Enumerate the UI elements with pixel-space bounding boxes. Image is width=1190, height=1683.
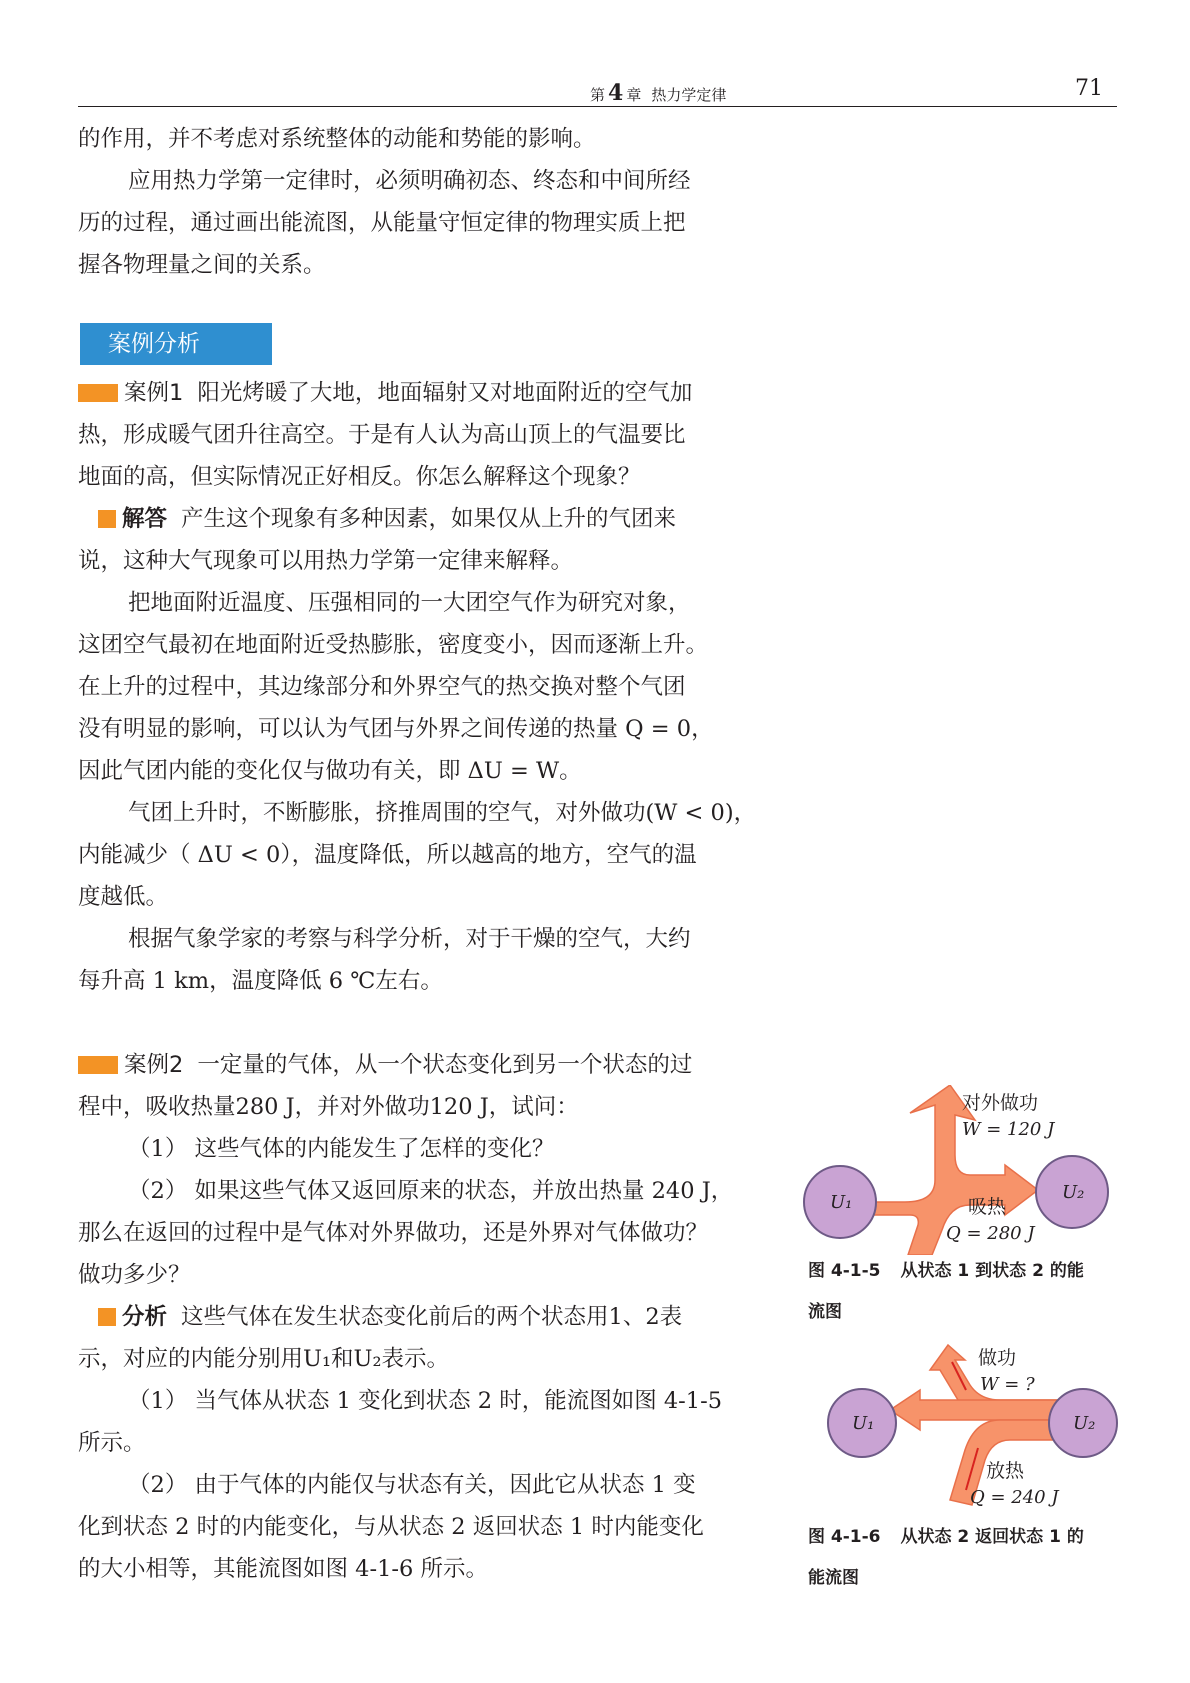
answer-line-11: 根据气象学家的考察与科学分析，对于干燥的空气，大约 <box>128 926 691 952</box>
answer-line-5: 在上升的过程中，其边缘部分和外界空气的热交换对整个气团 <box>78 674 686 700</box>
case1-line-3: 地面的高，但实际情况正好相反。你怎么解释这个现象？ <box>78 464 641 490</box>
case1-text: 阳光烤暖了大地，地面辐射又对地面附近的空气加 <box>197 380 693 406</box>
heat-value: Q = 280 J <box>946 1223 1035 1244</box>
case1-label: 案例1 <box>124 380 184 406</box>
work-label: 对外做功 <box>962 1092 1039 1114</box>
case2-line-2: 程中，吸收热量280 J，并对外做功120 J，试问： <box>78 1094 579 1120</box>
answer-label: 解答 <box>122 506 168 532</box>
figure-1-number: 图 4-1-5 <box>808 1261 881 1281</box>
chapter-prefix: 第 <box>590 86 606 104</box>
heat-value: Q = 240 J <box>970 1487 1059 1508</box>
figure-1-caption-text: 从状态 1 到状态 2 的能 <box>900 1261 1084 1281</box>
answer-tag-marker <box>98 510 116 528</box>
case2-line-5: 那么在返回的过程中是气体对外界做功，还是外界对气体做功？ <box>78 1220 709 1246</box>
intro-line-4: 握各物理量之间的关系。 <box>78 252 326 278</box>
page-number: 71 <box>1075 76 1103 101</box>
case2-line-6: 做功多少？ <box>78 1262 191 1288</box>
intro-line-3: 历的过程，通过画出能流图，从能量守恒定律的物理实质上把 <box>78 210 686 236</box>
case2-line-1 <box>78 1050 758 1080</box>
case1-line-1 <box>78 378 758 408</box>
intro-line-1: 的作用，并不考虑对系统整体的动能和势能的影响。 <box>78 126 596 152</box>
heat-label: 放热 <box>986 1460 1025 1482</box>
answer-line-9: 内能减少（ ΔU < 0），温度降低，所以越高的地方，空气的温 <box>78 842 697 868</box>
case-tag-marker <box>78 1056 118 1074</box>
figure-2-caption-line-2: 能流图 <box>808 1568 859 1588</box>
chapter-number: 4 <box>608 80 624 106</box>
chapter-header <box>590 80 726 106</box>
u1-label: U₁ <box>852 1413 875 1434</box>
answer-line-3: 把地面附近温度、压强相同的一大团空气作为研究对象， <box>128 590 691 616</box>
heat-label: 吸热 <box>968 1196 1007 1218</box>
u1-label: U₁ <box>830 1192 853 1213</box>
analysis-label: 分析 <box>122 1304 168 1330</box>
energy-flow-diagram-2 <box>820 1340 1120 1515</box>
analysis-line-5: （2） 由于气体的内能仅与状态有关，因此它从状态 1 变 <box>128 1472 696 1498</box>
energy-flow-diagram-1 <box>800 1085 1120 1255</box>
case2-label: 案例2 <box>124 1052 184 1078</box>
figure-2-caption <box>808 1522 1084 1547</box>
analysis-line-3: （1） 当气体从状态 1 变化到状态 2 时，能流图如图 4-1-5 <box>128 1388 723 1414</box>
case2-text: 一定量的气体，从一个状态变化到另一个状态的过 <box>197 1052 693 1078</box>
u2-label: U₂ <box>1062 1182 1085 1203</box>
analysis-line-2: 示，对应的内能分别用U₁和U₂表示。 <box>78 1346 449 1372</box>
answer-line-2: 说，这种大气现象可以用热力学第一定律来解释。 <box>78 548 574 574</box>
analysis-text: 这些气体在发生状态变化前后的两个状态用1、2表 <box>181 1304 683 1330</box>
figure-1-caption <box>808 1256 1084 1281</box>
header-rule <box>78 106 1117 107</box>
answer-line-10: 度越低。 <box>78 884 169 910</box>
figure-2-caption-text: 从状态 2 返回状态 1 的 <box>900 1527 1084 1547</box>
answer-line-12: 每升高 1 km，温度降低 6 ℃左右。 <box>78 968 443 994</box>
case1-line-2: 热，形成暖气团升往高空。于是有人认为高山顶上的气温要比 <box>78 422 686 448</box>
chapter-suffix: 章 <box>626 86 642 104</box>
work-value: W = 120 J <box>962 1119 1055 1140</box>
case2-line-4: （2） 如果这些气体又返回原来的状态，并放出热量 240 J， <box>128 1178 734 1204</box>
analysis-line-7: 的大小相等，其能流图如图 4-1-6 所示。 <box>78 1556 488 1582</box>
work-label: 做功 <box>978 1347 1017 1369</box>
figure-2-number: 图 4-1-6 <box>808 1527 881 1547</box>
figure-1-caption-line-2: 流图 <box>808 1302 842 1322</box>
case-tag-marker <box>78 384 118 402</box>
section-banner: 案例分析 <box>80 323 272 365</box>
answer-line-4: 这团空气最初在地面附近受热膨胀，密度变小，因而逐渐上升。 <box>78 632 709 658</box>
work-value: W = ? <box>980 1374 1035 1395</box>
answer-line-6: 没有明显的影响，可以认为气团与外界之间传递的热量 Q = 0， <box>78 716 714 742</box>
answer-text: 产生这个现象有多种因素，如果仅从上升的气团来 <box>181 506 677 532</box>
answer-line-1 <box>78 504 758 534</box>
chapter-title: 热力学定律 <box>651 86 727 104</box>
analysis-line-4: 所示。 <box>78 1430 146 1456</box>
analysis-tag-marker <box>98 1308 116 1326</box>
answer-line-8: 气团上升时，不断膨胀，挤推周围的空气，对外做功(W < 0)， <box>128 800 757 826</box>
analysis-line-1 <box>78 1302 758 1332</box>
intro-line-2: 应用热力学第一定律时，必须明确初态、终态和中间所经 <box>128 168 691 194</box>
case2-line-3: （1） 这些气体的内能发生了怎样的变化？ <box>128 1136 555 1162</box>
answer-line-7: 因此气团内能的变化仅与做功有关，即 ΔU = W。 <box>78 758 582 784</box>
analysis-line-6: 化到状态 2 时的内能变化，与从状态 2 返回状态 1 时内能变化 <box>78 1514 704 1540</box>
u2-label: U₂ <box>1073 1413 1096 1434</box>
